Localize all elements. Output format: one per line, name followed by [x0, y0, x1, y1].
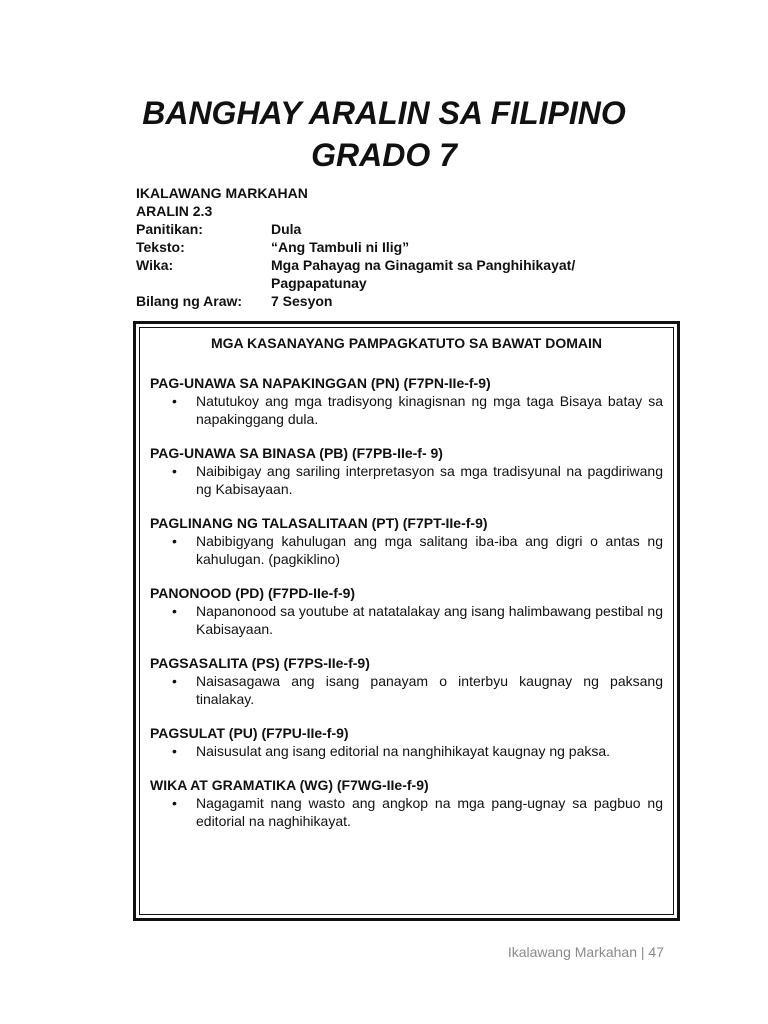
- domain-list: [150, 672, 663, 708]
- page-title: [0, 92, 768, 176]
- domain-section: [150, 374, 663, 428]
- meta-value: “Ang Tambuli ni Ilig”: [271, 239, 410, 255]
- meta-row-panitikan: [136, 220, 656, 238]
- domain-item-text: Natutukoy ang mga tradisyong kinagisnan ng mga taga Bisaya batay sa napakinggang dula.: [196, 393, 663, 427]
- domain-list: [150, 392, 663, 428]
- domain-section: [150, 776, 663, 830]
- domain-item: [150, 742, 663, 760]
- domain-heading: PAGSULAT (PU) (F7PU-IIe-f-9): [150, 725, 349, 741]
- domain-item: [150, 794, 663, 830]
- competencies-box: [133, 321, 680, 921]
- domain-item-text: Napanonood sa youtube at natatalakay ang isang halimbawang pestibal ng Kabisayaan.: [196, 603, 663, 637]
- domain-heading: PAG-UNAWA SA NAPAKINGGAN (PN) (F7PN-IIe-f-9): [150, 375, 491, 391]
- bullet-icon: •: [172, 463, 177, 479]
- domain-item: [150, 392, 663, 428]
- title-line-2: GRADO 7: [311, 137, 457, 173]
- bullet-icon: •: [172, 743, 177, 759]
- domain-list: [150, 742, 663, 760]
- domain-item-text: Naisusulat ang isang editorial na nanghihikayat kaugnay ng paksa.: [196, 743, 611, 759]
- competencies-box-inner: [139, 327, 674, 915]
- domain-heading: PAG-UNAWA SA BINASA (PB) (F7PB-IIe-f- 9): [150, 445, 443, 461]
- domain-list: [150, 794, 663, 830]
- page-footer: Ikalawang Markahan | 47: [507, 944, 664, 960]
- domain-section: [150, 584, 663, 638]
- domain-heading: PANONOOD (PD) (F7PD-IIe-f-9): [150, 585, 356, 601]
- meta-key: Wika:: [136, 257, 174, 273]
- bullet-icon: •: [172, 795, 177, 811]
- meta-key: Teksto:: [136, 239, 185, 255]
- domain-list: [150, 602, 663, 638]
- meta-value: Dula: [271, 221, 302, 237]
- domain-section: [150, 514, 663, 568]
- domain-item: [150, 602, 663, 638]
- meta-row-bilang-ng-araw: [136, 292, 656, 310]
- domain-item: [150, 532, 663, 568]
- meta-row-wika: [136, 256, 656, 292]
- bullet-icon: •: [172, 673, 177, 689]
- domain-item: [150, 462, 663, 498]
- domain-item-text: Naisasagawa ang isang panayam o interbyu kaugnay ng paksang tinalakay.: [196, 673, 663, 707]
- domain-item-text: Naibibigay ang sariling interpretasyon sa mga tradisyunal na pagdiriwang ng Kabisayaan.: [196, 463, 663, 497]
- domain-section: [150, 724, 663, 760]
- meta-value: 7 Sesyon: [271, 293, 333, 309]
- domain-item-text: Nagagamit nang wasto ang angkop na mga pang-ugnay sa pagbuo ng editorial na naghihikayat.: [196, 795, 663, 829]
- domain-item-text: Nabibigyang kahulugan ang mga salitang iba-iba ang digri o antas ng kahulugan. (pagkiklino): [196, 533, 663, 567]
- domain-list: [150, 532, 663, 568]
- domain-section: [150, 654, 663, 708]
- quarter-label: IKALAWANG MARKAHAN: [136, 185, 308, 201]
- domain-item: [150, 672, 663, 708]
- domain-heading: WIKA AT GRAMATIKA (WG) (F7WG-IIe-f-9): [150, 777, 429, 793]
- meta-key: Bilang ng Araw:: [136, 293, 243, 309]
- box-title: MGA KASANAYANG PAMPAGKATUTO SA BAWAT DOMAIN: [211, 335, 602, 351]
- lesson-meta: [136, 184, 656, 310]
- meta-key: Panitikan:: [136, 221, 203, 237]
- domain-section: [150, 444, 663, 498]
- bullet-icon: •: [172, 533, 177, 549]
- bullet-icon: •: [172, 393, 177, 409]
- meta-value: Mga Pahayag na Ginagamit sa Panghihikayat/ Pagpapatunay: [271, 257, 576, 291]
- bullet-icon: •: [172, 603, 177, 619]
- lesson-label: ARALIN 2.3: [136, 203, 213, 219]
- title-line-1: BANGHAY ARALIN SA FILIPINO: [142, 95, 626, 131]
- meta-row-teksto: [136, 238, 656, 256]
- domain-list: [150, 462, 663, 498]
- domain-heading: PAGLINANG NG TALASALITAAN (PT) (F7PT-IIe-f-9): [150, 515, 488, 531]
- domain-heading: PAGSASALITA (PS) (F7PS-IIe-f-9): [150, 655, 370, 671]
